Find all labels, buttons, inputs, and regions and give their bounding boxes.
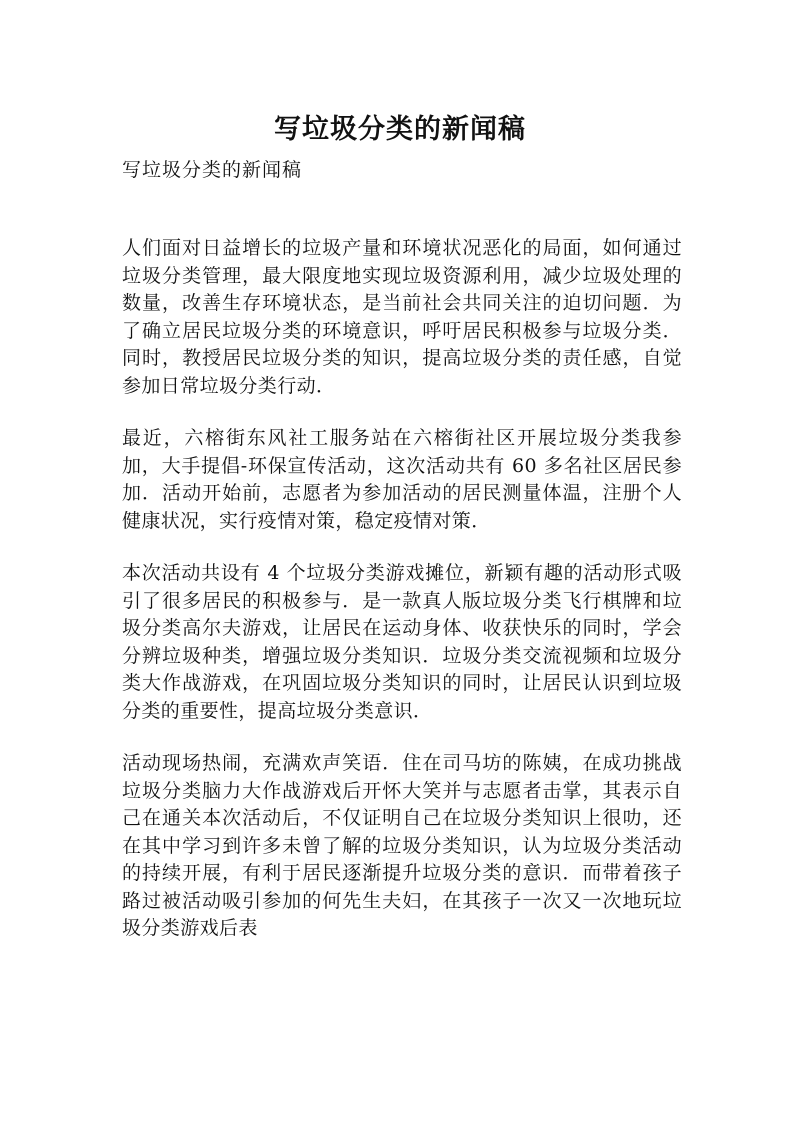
document-title: 写垃圾分类的新闻稿 — [274, 114, 526, 145]
paragraph-games: 本次活动共设有 4 个垃圾分类游戏摊位，新颖有趣的活动形式吸引了很多居民的积极参与．是一款真人版垃圾分类飞行棋牌和垃圾分类高尔夫游戏，让居民在运动身体、收获快乐的同时，学会分辨垃圾种类，增强垃圾分类知识．垃圾分类交流视频和垃圾分类大作战游戏，在巩固垃圾分类知识的同时，让居民认识到垃圾分类的重要性，提高垃圾分类意识． — [122, 562, 682, 722]
paragraph-atmosphere: 活动现场热闹，充满欢声笑语．住在司马坊的陈姨，在成功挑战垃圾分类脑力大作战游戏后开怀大笑并与志愿者击掌，其表示自己在通关本次活动后，不仅证明自己在垃圾分类知识上很叻，还在其中学习到许多未曾了解的垃圾分类知识，认为垃圾分类活动的持续开展，有利于居民逐渐提升垃圾分类的意识．而带着孩子路过被活动吸引参加的何先生夫妇，在其孩子一次又一次地玩垃圾分类游戏后表 — [122, 752, 682, 939]
document-subtitle: 写垃圾分类的新闻稿 — [122, 159, 303, 181]
paragraph-intro: 人们面对日益增长的垃圾产量和环境状况恶化的局面，如何通过垃圾分类管理，最大限度地实现垃圾资源利用，减少垃圾处理的数量，改善生存环境状态，是当前社会共同关注的迫切问题．为了确立居民垃圾分类的环境意识，呼吁居民积极参与垃圾分类．同时，教授居民垃圾分类的知识，提高垃圾分类的责任感，自觉参加日常垃圾分类行动． — [122, 237, 682, 397]
paragraph-event: 最近，六榕街东风社工服务站在六榕街社区开展垃圾分类我参加，大手提倡-环保宣传活动，这次活动共有 60 多名社区居民参加．活动开始前，志愿者为参加活动的居民测量体温，注册个人健康状况，实行疫情对策，稳定疫情对策． — [122, 427, 682, 532]
document-body — [122, 235, 682, 968]
